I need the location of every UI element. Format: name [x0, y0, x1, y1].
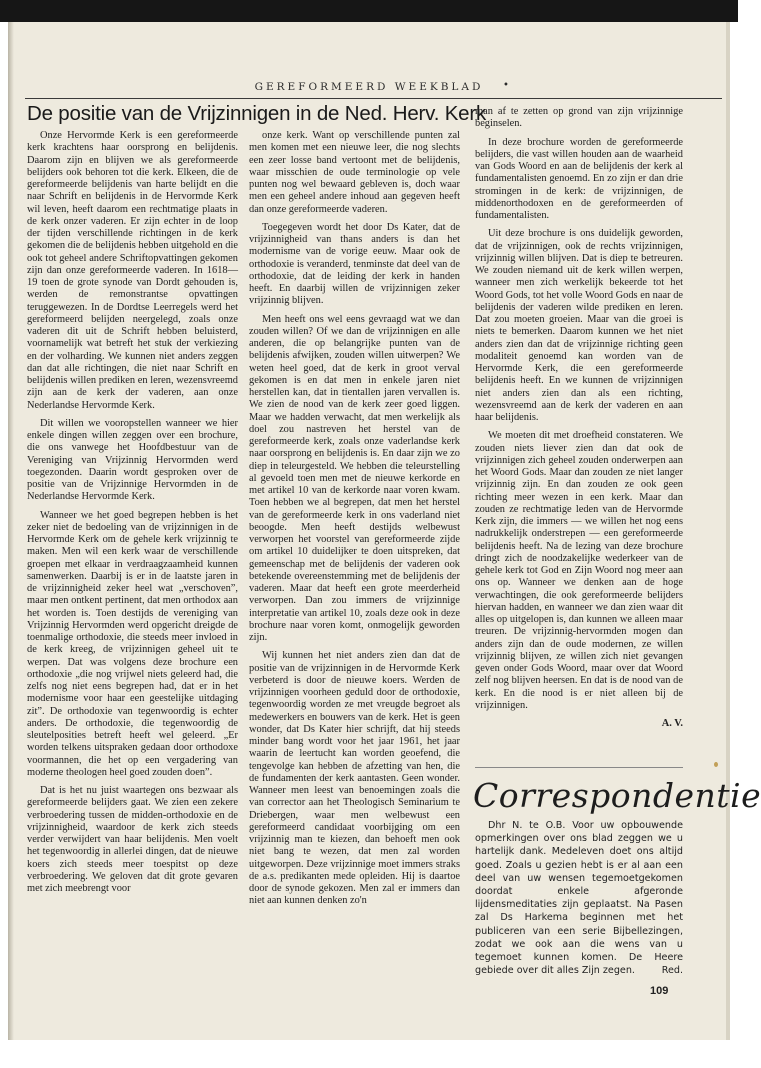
article-paragraph: Dat is het nu juist waartegen ons bezwaar als gereformeerde belijders gaat. We zien een zekere verbroedering tussen de midden-orthodoxie en de vrijzinnigheid, waardoor de kerk zich steeds verder verwijdert van haar belijdenis. Men voelt het tegenwoordig in allerlei dingen, dat de nieuwe koers zich steeds meer toespitst op deze verbroedering. We geloven dat dit grote gevaren met zich meebrengt voor — [27, 785, 238, 894]
article-column-2 — [249, 130, 460, 942]
article-paragraph: Uit deze brochure is ons duidelijk geworden, dat de vrijzinnigen, ook de rechts vrijzinnigen, vrijzinnig willen blijven. Dat is diep te betreuren. We zouden niemand uit de kerk willen werpen, wanneer men zich werkelijk bekeerde tot het Woord Gods, tot het volle Woord Gods en naar de belijdenis der vaderen wilde prediken en leren. Dat zou moeten groeien. Maar van die groei is niets te bemerken. Daarom kunnen we het niet anders zien dan dat de vrijzinnige richting geen modaliteit genoemd kan worden van de Hervormde Kerk, die een gereformeerde belijdenis heeft. En we kunnen de vrijzinnigen niet anders zien dan als een richting, wezensvreemd aan de kerk der vaderen en aan haar belijdenis. — [475, 228, 683, 423]
article-paragraph: Toegegeven wordt het door Ds Kater, dat de vrijzinnigheid van thans anders is dan het modernisme van de vorige eeuw. Maar ook de orthodoxie is veranderd, tenminste dat deel van de orthodoxie, dat de leiding der kerk in handen heeft. En daarbij willen de vrijzinnigen zeker vrijzinnig blijven. — [249, 221, 460, 307]
article-paragraph: man af te zetten op grond van zijn vrijzinnige beginselen. — [475, 106, 683, 130]
section-divider — [475, 767, 683, 768]
header-bullet-mark: • — [503, 80, 509, 91]
page-number: 109 — [650, 985, 669, 997]
article-paragraph: Dit willen we vooropstellen wanneer we hier enkele dingen willen zeggen over een brochure, die ons vanwege het Hoofdbestuur van de Vereniging van Vrijzinnig Hervormden werd toegezonden. Daarin wordt gesproken over de positie van de Vrijzinnige Hervormden in de Nederlandse Hervormde Kerk. — [27, 417, 238, 503]
article-paragraph: We moeten dit met droefheid constateren. We zouden niets liever zien dan dat ook de vrijzinnigen zich geheel zouden onderwerpen aan het Woord Gods. Maar dan zouden ze niet langer vrijzinnig zijn. En dan zouden ze ook geen richting meer wezen in een kerk. Maar dan zouden ze rechtmatige leden van de Hervormde Kerk zijn, die immers — we willen het nog eens nadrukkelijk onderstrepen — een gereformeerde belijdenis heeft. Na de lezing van deze brochure dringt zich de noodzakelijke wederkeer van de gehele kerk tot God en Zijn Woord nog meer aan ons op. Wanneer we denken aan de hoge verwachtingen, die ook gereformeerde belijders hiervan hadden, en wanneer we dan zien waar dit alles op uitgelopen is, dan kunnen we alleen maar treuren. De vrijzinnig-hervormden mogen dan anders zijn dan de oude modernen, ze willen vrijzinnig blijven, ze willen zich niet gevangen geven onder Gods Woord, maar over dat Woord zelf nog blijven heersen. En dat is de nood van de kerk. En die nood is er niet alleen bij de vrijzinnigen. — [475, 430, 683, 711]
article-signature: A. V. — [661, 718, 683, 729]
header-rule — [25, 98, 722, 99]
article-paragraph: Onze Hervormde Kerk is een gereformeerde kerk krachtens haar oorsprong en belijdenis. Daarom zijn en blijven we als gereformeerde belijders ook behoren tot die kerk. Elkeen, die de gereformeerde belijdenis van harte belijdt en die naar Schrift en belijdenis in de Hervormde Kerk wil leven, heeft daarom een rechtmatige plaats in de kerk onzer vaderen. Er zijn echter in de loop der tijden verschillende richtingen in de kerk gekomen die de belijdenis hebben uitgehold en die ook tot geheel andere Schriftopvattingen gekomen zijn dan onze gereformeerde vaderen. In 1618—19 toen de grote synode van Dordt gehouden is, werden de remonstrantse opvattingen teruggewezen. In de Dordtse Leerregels werd het gereformeerd belijden neergelegd, zoals onze vaderen dit uit de Schrift hebben beluisterd, voornamelijk wat betreft het stuk der verkiezing en der volharding. We kunnen niet anders zeggen dan dat alle richtingen, die niet naar Schrift en belijdenis willen prediken en leren, wezensvreemd zijn aan de kerk der vaderen, aan onze Nederlandse Hervormde Kerk. — [27, 130, 238, 411]
article-paragraph: In deze brochure worden de gereformeerde belijders, die vast willen houden aan de waarheid van Gods Woord en aan de belijdenis der kerk al fundamentalisten genoemd. En zo zijn er dan drie stromingen in de kerk: de vrijzinnigen, de middenorthodoxen en de gereformeerden of fundamentalisten. — [475, 136, 683, 221]
article-paragraph: onze kerk. Want op verschillende punten zal men komen met een nieuwe leer, die nog slechts een zeer losse band vertoont met de belijdenis, waar misschien de oude terminologie op vele punten nog wel bewaard gebleven is, doch waar men een geheel andere inhoud aan gegeven heeft dan onze gereformeerde vaderen. — [249, 130, 460, 215]
publication-header: GEREFORMEERD WEEKBLAD — [254, 81, 484, 93]
correspondence-signature: Red. — [661, 965, 683, 977]
article-paragraph: Men heeft ons wel eens gevraagd wat we dan zouden willen? Of we dan de vrijzinnigen en alle anderen, die op belangrijke punten van de belijdenis afwijken, zouden willen uitwerpen? We weten heel goed, dat de kerk in groot verval gekomen is en dat men in enkele jaren niet herstellen kan, dat in tientallen jaren vervallen is. We zien de nood van de kerk zeer goed liggen. Maar we hadden verwacht, dat men werkelijk als doel zou nastreven het herstel van de gereformeerde kerk, zoals onze vaderlandse kerk naar oorsprong en belijdenis is. En daar zijn we zo diep in teleurgesteld. We hebben die teleurstelling al gevoeld toen men met de nieuwe kerkorde en met artikel 10 van de kerkorde naar voren kwam. Toen hebben we al begrepen, dat men het herstel van de gereformeerde kerk in ons vaderland niet beoogde. Men heeft destijds welbewust verworpen het voorstel van gereformeerde zijde om artikel 10 duidelijker te doen uitspreken, dat gemeenschap met de belijdenis der vaderen ook betekende overeenstemming met de belijdenis der vaderen. Maar dat heeft een grote meerderheid verworpen. Dan zou immers de vrijzinnige interpretatie van artikel 10, zoals deze ook in deze brochure naar voren komt, onmogelijk geworden zijn. — [249, 313, 460, 643]
article-column-1 — [27, 130, 238, 942]
page-binding-shadow — [8, 22, 14, 1040]
newspaper-page — [8, 22, 761, 1040]
paper-stain — [714, 762, 718, 767]
correspondence-text — [475, 819, 683, 977]
article-column-3 — [475, 106, 683, 736]
scan-top-border — [0, 0, 738, 22]
article-paragraph: Wanneer we het goed begrepen hebben is het zeker niet de bedoeling van de vrijzinnigen in de Hervormde Kerk om de gehele kerk vrijzinnig te maken. Men wil een kerk waar de verschillende groepen met elkaar in verdraagzaamheid kunnen samenwerken. Daarbij is er in de laatste jaren in de vrijzinnigheid zeker heel wat „verschoven”, maar men ontkent pertinent, dat men orthodox aan het worden is. Toen destijds de vereniging van Vrijzinnig Hervormden werd opgericht dreigde de toenmalige orthodoxie, die steeds meer invloed in de kerk kreeg, de vrijzinnigen geheel uit te werpen. Dat was volgens deze brochure een orthodoxie „die nog vrijwel niets geleerd had, die zelfs nog niet eens begrepen had, dat er in het modernisme voor haar een geestelijke uitdaging zit”. De orthodoxie van tegenwoordig is echter anders. De orthodoxie, die tegenwoordig de sleutelposities betreft heeft wel geleerd. „Er worden telkens uitspraken gedaan door orthodoxe voormannen, die het op een vergadering van moderne theologen heel goed zouden doen”. — [27, 509, 238, 778]
page-right-edge — [726, 22, 730, 1040]
correspondence-body: Dhr N. te O.B. Voor uw opbouwende opmerkingen over ons blad zeggen we u hartelijk dank. Medeleven doet ons altijd goed. Zoals u gezien hebt is er al aan een deel van uw wensen tegemoetgekomen doordat enkele afgeronde lijdensmeditaties zijn geplaatst. Na Pasen zal Ds Harkema beginnen met het publiceren van een serie Bijbellezingen, zodat we ook aan die wens van u tegemoet kunnen komen. De Heere gebiede over dit alles Zijn zegen. — [475, 820, 683, 977]
correspondence-column — [475, 819, 683, 977]
correspondence-title: Correspondentie — [473, 776, 761, 815]
article-paragraph: Wij kunnen het niet anders zien dan dat de positie van de vrijzinnigen in de Hervormde Kerk verbeterd is door de nieuwe koers. Werden de vrijzinnigen voorheen geduld door de orthodoxie, tegenwoordig worden ze met vreugde begroet als medewerkers en bouwers van de kerk. Het is geen wonder, dat Ds Kater hier schrijft, dat hij steeds minder bang wordt voor het jaar 1961, het jaar waarin de leertucht kan worden geoefend, die tengevolge kan hebben de afzetting van hen, die de fundamenten der kerk aantasten. Geen wonder. Wanneer men leest van benoemingen zoals die van corrector aan het Theologisch Seminarium te Driebergen, waar men welbewust een gereformeerd candidaat voorbijging om een vrijzinnig man te kiezen, dan behoeft men ook niet bang te wezen, dat men zal worden uitgeworpen. Deze vrijzinnige moet immers straks de a.s. predikanten mede opleiden. Hij is daartoe door de synode gekozen. Men zal er immers dan niet aan kunnen denken zo'n — [249, 650, 460, 907]
article-title: De positie van de Vrijzinnigen in de Ned. Herv. Kerk — [27, 102, 487, 125]
